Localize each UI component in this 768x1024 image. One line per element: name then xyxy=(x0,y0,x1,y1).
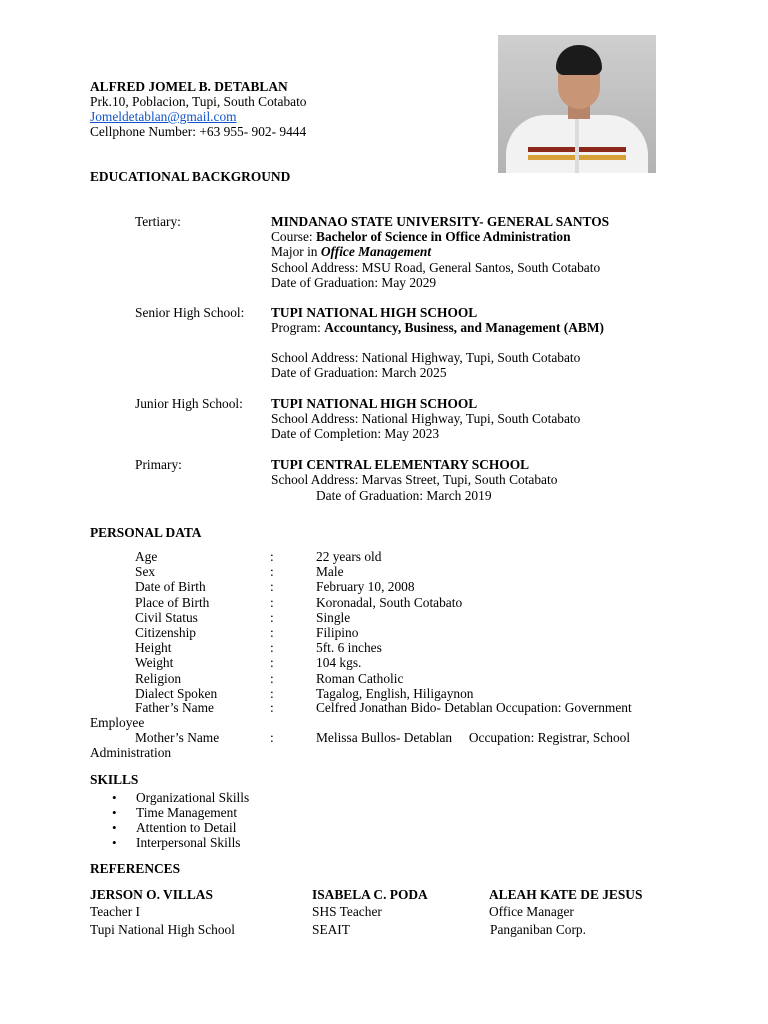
reference-1-org: Tupi National High School xyxy=(90,922,235,937)
personal-field-value: February 10, 2008 xyxy=(316,579,415,594)
senior-high-graduation: Date of Graduation: March 2025 xyxy=(271,365,447,380)
colon: : xyxy=(270,640,274,655)
father-name-wrap: Employee xyxy=(90,715,145,730)
mother-name-value: Melissa Bullos- Detablan Occupation: Registrar, School xyxy=(316,730,631,745)
personal-field-label: Citizenship xyxy=(135,625,196,640)
skills-list xyxy=(112,790,249,850)
personal-field-value: 22 years old xyxy=(316,549,382,564)
personal-field-value: Roman Catholic xyxy=(316,671,404,686)
reference-2-org: SEAIT xyxy=(312,922,350,937)
personal-field-label: Height xyxy=(135,640,172,655)
list-item: • Organizational Skills xyxy=(112,790,249,805)
education-heading: EDUCATIONAL BACKGROUND xyxy=(90,169,291,184)
senior-high-address: School Address: National Highway, Tupi, South Cotabato xyxy=(271,350,581,365)
reference-2-name: ISABELA C. PODA xyxy=(312,887,428,902)
reference-3-org: Panganiban Corp. xyxy=(490,922,586,937)
list-item: • Interpersonal Skills xyxy=(112,835,249,850)
personal-field-label: Religion xyxy=(135,671,182,686)
personal-field-label: Age xyxy=(135,549,158,564)
colon: : xyxy=(270,579,274,594)
senior-high-label: Senior High School: xyxy=(135,305,245,320)
mother-name-label: Mother’s Name xyxy=(135,730,220,745)
senior-high-school: TUPI NATIONAL HIGH SCHOOL xyxy=(271,305,478,320)
reference-1-title: Teacher I xyxy=(90,904,140,919)
colon: : xyxy=(270,595,274,610)
tertiary-major: Major in Office Management xyxy=(271,244,432,259)
list-item: • Attention to Detail xyxy=(112,820,249,835)
father-name-label: Father’s Name xyxy=(135,700,214,715)
personal-field-value: Male xyxy=(316,564,344,579)
personal-field-label: Dialect Spoken xyxy=(135,686,218,701)
personal-data-heading: PERSONAL DATA xyxy=(90,525,202,540)
colon: : xyxy=(270,610,274,625)
personal-field-value: 104 kgs. xyxy=(316,655,362,670)
personal-field-value: 5ft. 6 inches xyxy=(316,640,382,655)
primary-label: Primary: xyxy=(135,457,182,472)
father-name-value: Celfred Jonathan Bido- Detablan Occupation: Government xyxy=(316,700,632,715)
junior-high-school: TUPI NATIONAL HIGH SCHOOL xyxy=(271,396,478,411)
tertiary-address: School Address: MSU Road, General Santos, South Cotabato xyxy=(271,260,601,275)
colon: : xyxy=(270,671,274,686)
email-link[interactable]: Jomeldetablan@gmail.com xyxy=(90,109,237,124)
personal-field-value: Koronadal, South Cotabato xyxy=(316,595,463,610)
reference-1-name: JERSON O. VILLAS xyxy=(90,887,213,902)
reference-3-title: Office Manager xyxy=(489,904,574,919)
colon: : xyxy=(270,730,274,745)
list-item: • Time Management xyxy=(112,805,249,820)
personal-field-label: Civil Status xyxy=(135,610,198,625)
junior-high-address: School Address: National Highway, Tupi, South Cotabato xyxy=(271,411,581,426)
colon: : xyxy=(270,564,274,579)
personal-field-value: Single xyxy=(316,610,351,625)
colon: : xyxy=(270,700,274,715)
colon: : xyxy=(270,686,274,701)
tertiary-school: MINDANAO STATE UNIVERSITY- GENERAL SANTOS xyxy=(271,214,610,229)
primary-address: School Address: Marvas Street, Tupi, South Cotabato xyxy=(271,472,558,487)
tertiary-course: Course: Bachelor of Science in Office Administration xyxy=(271,229,571,244)
reference-2-title: SHS Teacher xyxy=(312,904,382,919)
colon: : xyxy=(270,625,274,640)
personal-field-label: Sex xyxy=(135,564,156,579)
applicant-address: Prk.10, Poblacion, Tupi, South Cotabato xyxy=(90,94,307,109)
primary-graduation: Date of Graduation: March 2019 xyxy=(316,488,492,503)
junior-high-completion: Date of Completion: May 2023 xyxy=(271,426,440,441)
tertiary-label: Tertiary: xyxy=(135,214,181,229)
profile-photo xyxy=(498,35,656,173)
tertiary-graduation: Date of Graduation: May 2029 xyxy=(271,275,437,290)
personal-field-label: Date of Birth xyxy=(135,579,206,594)
mother-name-wrap: Administration xyxy=(90,745,172,760)
personal-field-label: Place of Birth xyxy=(135,595,210,610)
references-heading: REFERENCES xyxy=(90,861,181,876)
personal-field-value: Filipino xyxy=(316,625,359,640)
personal-field-value: Tagalog, English, Hiligaynon xyxy=(316,686,474,701)
primary-school: TUPI CENTRAL ELEMENTARY SCHOOL xyxy=(271,457,530,472)
senior-high-program: Program: Accountancy, Business, and Management (ABM) xyxy=(271,320,604,335)
colon: : xyxy=(270,655,274,670)
colon: : xyxy=(270,549,274,564)
applicant-name: ALFRED JOMEL B. DETABLAN xyxy=(90,79,288,94)
phone-number: Cellphone Number: +63 955- 902- 9444 xyxy=(90,124,307,139)
skills-heading: SKILLS xyxy=(90,772,139,787)
personal-field-label: Weight xyxy=(135,655,174,670)
reference-3-name: ALEAH KATE DE JESUS xyxy=(489,887,643,902)
junior-high-label: Junior High School: xyxy=(135,396,243,411)
